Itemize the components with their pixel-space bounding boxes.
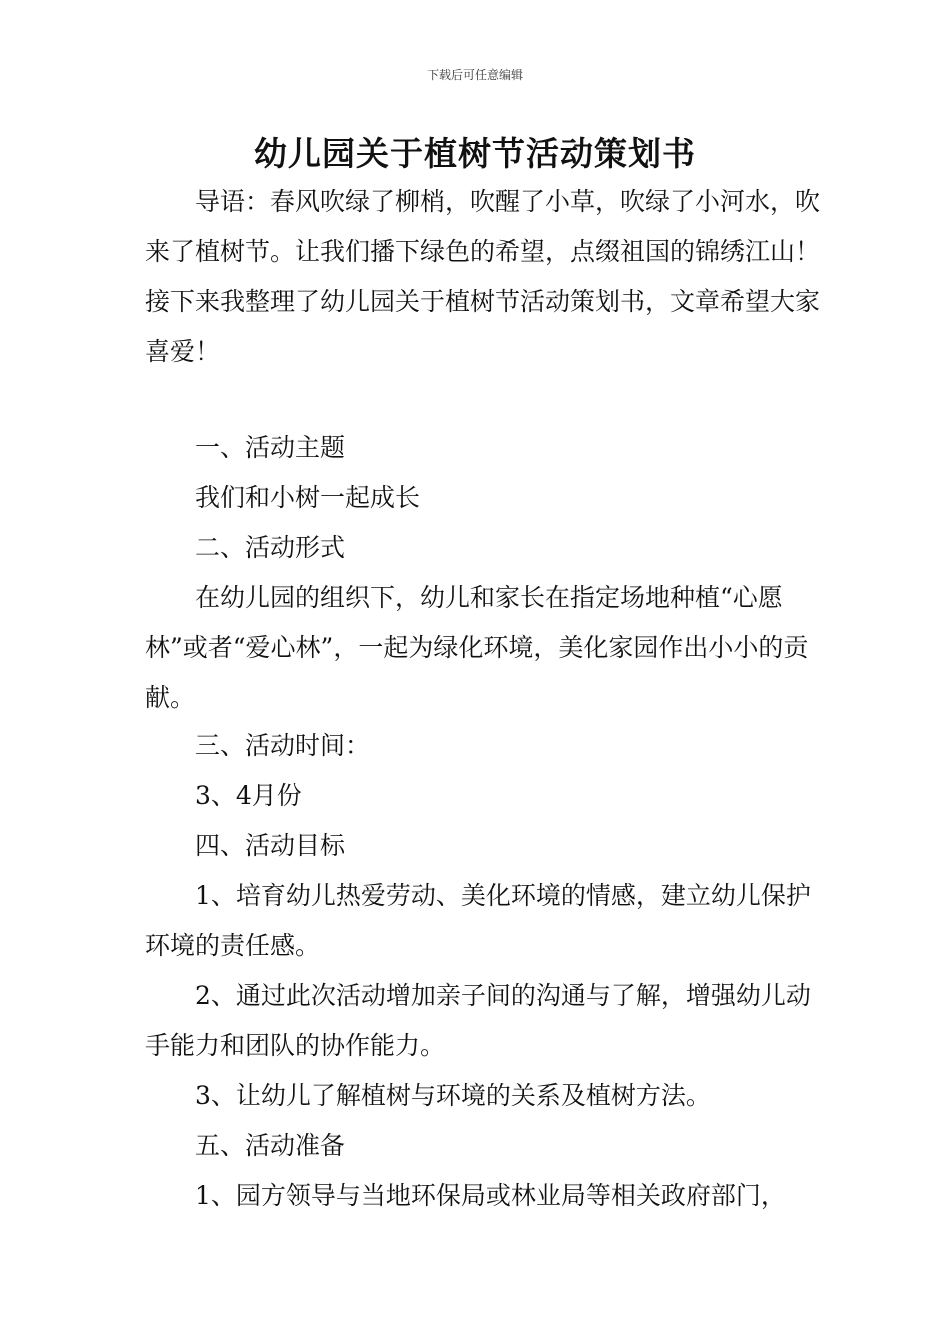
section-4-heading: 四、活动目标 [195,831,346,860]
section-5-heading: 五、活动准备 [195,1131,346,1160]
section-4-item-1: 1、培育幼儿热爱劳动、美化环境的情感，建立幼儿保护环境的责任感。 [145,881,811,960]
section-3-body: 3、4月份 [195,781,302,810]
section-2-heading: 二、活动形式 [195,533,346,562]
header-note: 下载后可任意编辑 [426,68,523,82]
section-4-item-2: 2、通过此次活动增加亲子间的沟通与了解，增强幼儿动手能力和团队的协作能力。 [145,981,811,1060]
section-1-heading: 一、活动主题 [195,433,346,462]
intro-paragraph: 导语：春风吹绿了柳梢，吹醒了小草，吹绿了小河水，吹来了植树节。让我们播下绿色的希望，点缀祖国的锦绣江山！接下来我整理了幼儿园关于植树节活动策划书，文章希望大家喜爱！ [145,187,821,366]
section-3-heading: 三、活动时间： [195,731,371,760]
section-4-item-3: 3、让幼儿了解植树与环境的关系及植树方法。 [195,1081,711,1110]
section-2-body: 在幼儿园的组织下，幼儿和家长在指定场地种植“心愿林”或者“爱心林”，一起为绿化环境，美化家园作出小小的贡献。 [145,583,809,712]
section-1-body: 我们和小树一起成长 [195,483,421,512]
section-5-item-1: 1、园方领导与当地环保局或林业局等相关政府部门， [195,1181,786,1210]
document-title: 幼儿园关于植树节活动策划书 [254,134,696,173]
